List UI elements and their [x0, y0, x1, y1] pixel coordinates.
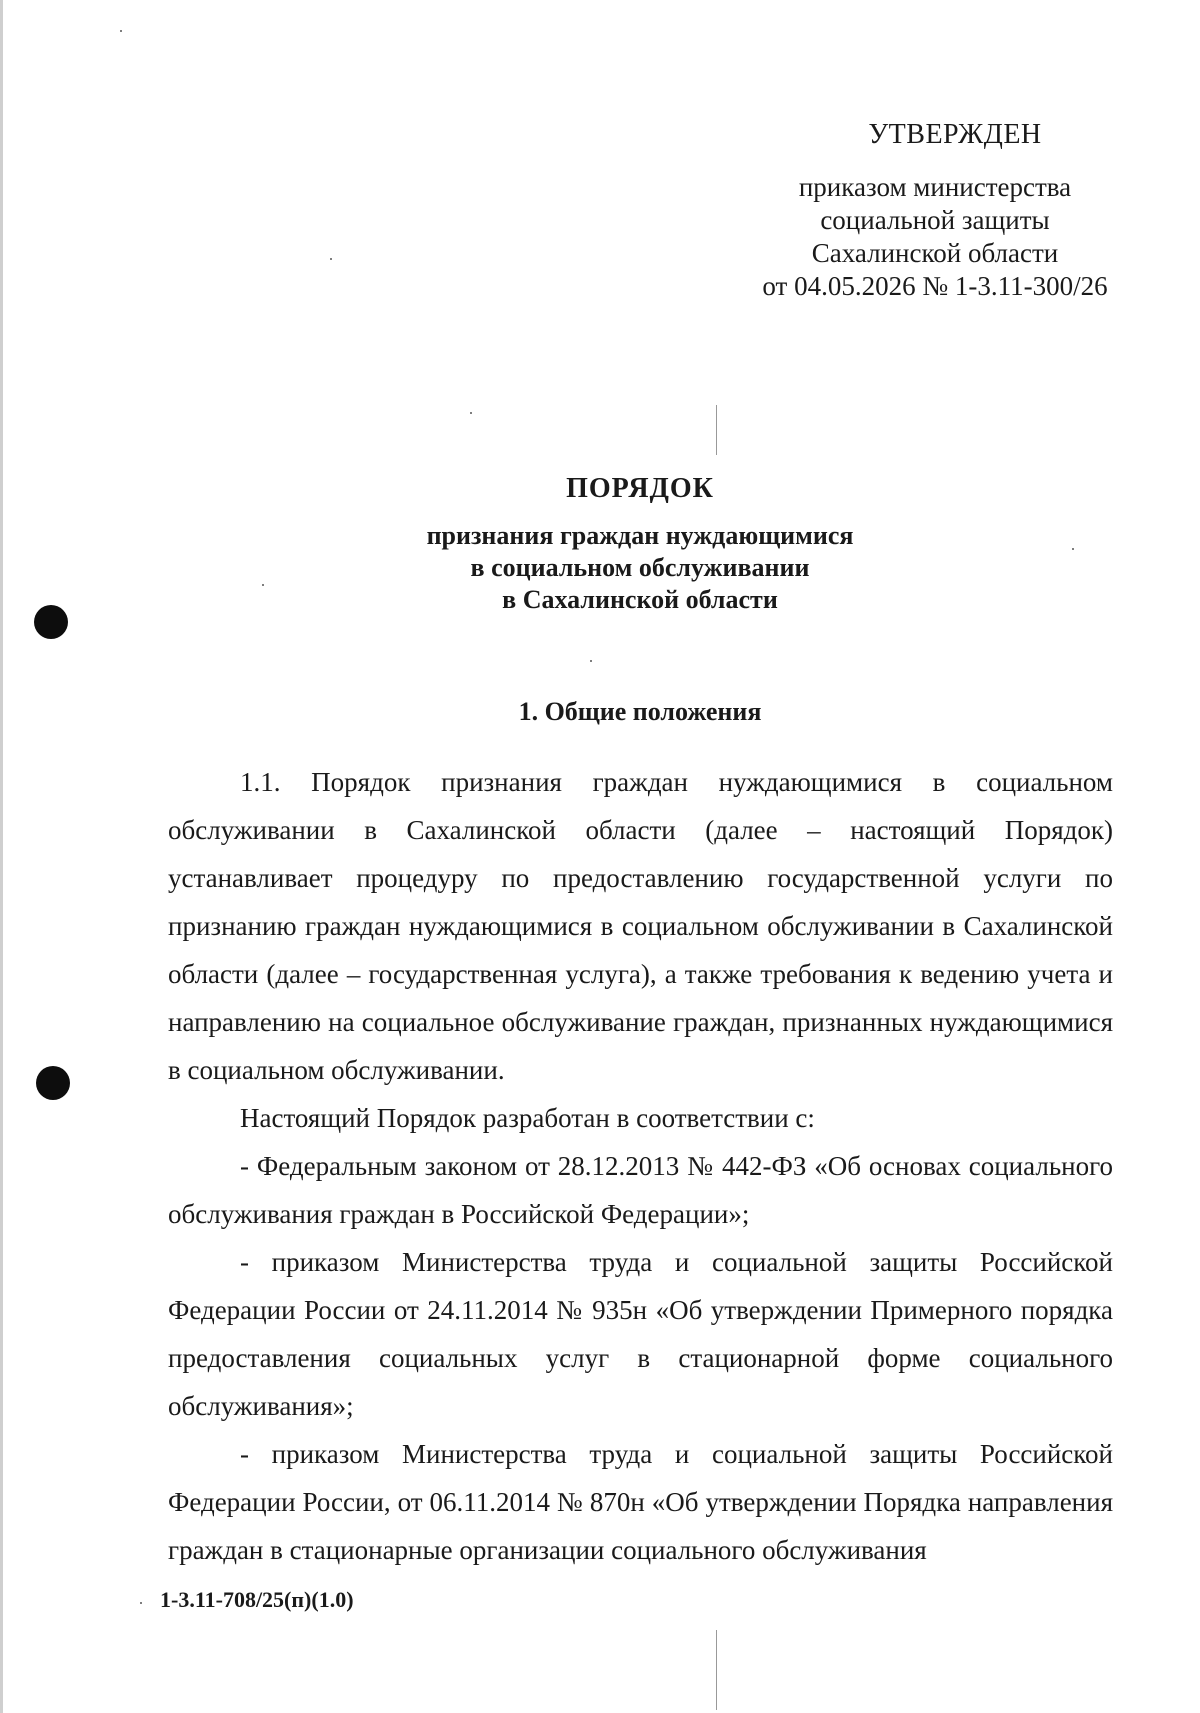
- document-subtitle: [0, 520, 1200, 616]
- section-body: [168, 758, 1113, 1574]
- scan-speck: [120, 30, 122, 32]
- list-item: - приказом Министерства труда и социальной защиты Российской Федерации России, от 06.11.2014 № 870н «Об утверждении Порядка направления граждан в стационарные организации социального обслуживания: [168, 1439, 1113, 1565]
- list-item: - Федеральным законом от 28.12.2013 № 442-ФЗ «Об основах социального обслуживания граждан в Российской Федерации»;: [168, 1151, 1113, 1229]
- paragraph: 1.1. Порядок признания граждан нуждающимися в социальном обслуживании в Сахалинской области (далее – настоящий Порядок) устанавливает процедуру по предоставлению государственной услуги по признанию граждан нуждающимися в социальном обслуживании в Сахалинской области (далее – государственная услуга), а также требования к ведению учета и направлению на социальное обслуживание граждан, признанных нуждающимися в социальном обслуживании.: [168, 767, 1113, 1085]
- scan-artifact: [716, 1630, 717, 1710]
- approval-line: социальной защиты: [820, 205, 1050, 235]
- approval-order-reference: от 04.05.2026 № 1-3.11-300/26: [762, 271, 1108, 301]
- approval-title: УТВЕРЖДЕН: [868, 119, 1042, 150]
- document-title: ПОРЯДОК: [566, 473, 714, 504]
- section-heading: 1. Общие положения: [518, 697, 762, 726]
- approval-block: [730, 118, 1140, 303]
- scan-artifact: [716, 405, 717, 455]
- approval-line: Сахалинской области: [811, 238, 1059, 268]
- subtitle-line: признания граждан нуждающимися: [426, 521, 854, 550]
- subtitle-line: в Сахалинской области: [502, 585, 778, 614]
- approval-line: приказом министерства: [798, 172, 1072, 202]
- punch-hole: [36, 1066, 70, 1100]
- document-title-block: [0, 472, 1200, 616]
- subtitle-line: в социальном обслуживании: [470, 553, 810, 582]
- list-item: - приказом Министерства труда и социальной защиты Российской Федерации России от 24.11.2014 № 935н «Об утверждении Примерного порядка предоставления социальных услуг в стационарной форме социального обслуживания»;: [168, 1247, 1113, 1421]
- scan-speck: [470, 412, 472, 414]
- scan-edge: [0, 0, 3, 1713]
- document-code: 1-3.11-708/25(п)(1.0): [160, 1587, 354, 1612]
- scan-speck: [140, 1602, 142, 1604]
- scan-speck: [590, 660, 592, 662]
- scan-speck: [330, 258, 332, 260]
- paragraph: Настоящий Порядок разработан в соответствии с:: [240, 1103, 815, 1133]
